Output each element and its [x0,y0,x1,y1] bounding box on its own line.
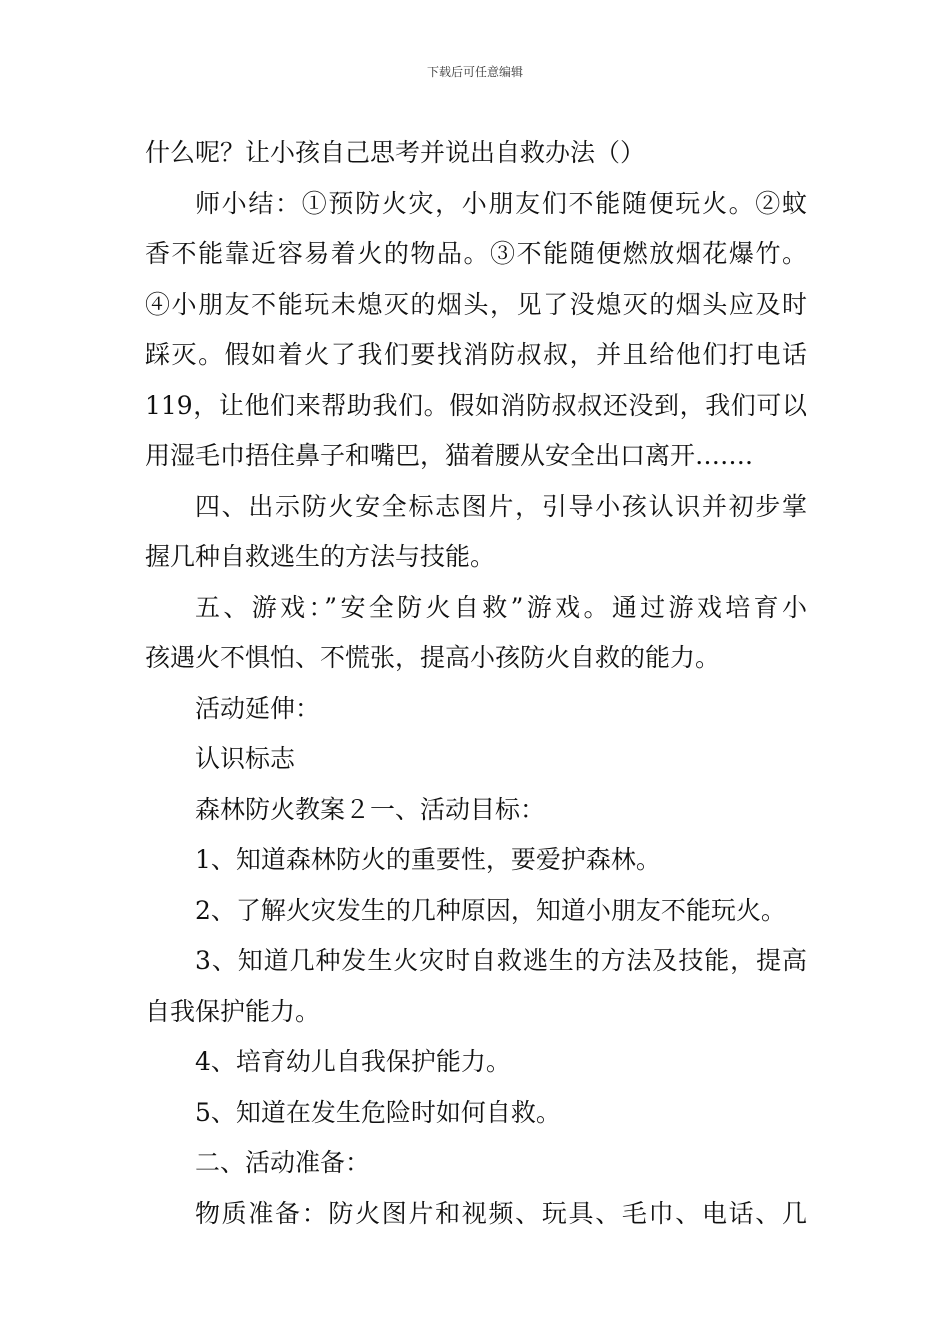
text-line: 森林防火教案２一、活动目标： [195,794,546,824]
text-line: 四、出示防火安全标志图片，引导小孩认识并初步掌 [195,491,807,521]
text-line: 用湿毛巾捂住鼻子和嘴巴，猫着腰从安全出口离开……. [145,441,753,470]
text-line: 1、知道森林防火的重要性，要爱护森林。 [195,845,661,874]
text-line: 师小结：①预防火灾，小朋友们不能随便玩火。②蚊 [195,188,807,218]
text-line: 什么呢？让小孩自己思考并说出自救办法（） [145,138,646,167]
text-line: 踩灭。假如着火了我们要找消防叔叔，并且给他们打电话 [145,340,807,369]
text-line: 119，让他们来帮助我们。假如消防叔叔还没到，我们可以 [145,390,807,420]
text-line: 5、知道在发生危险时如何自救。 [195,1097,561,1127]
text-line: ④小朋友不能玩未熄灭的烟头，见了没熄灭的烟头应及时 [145,289,807,319]
text-line: 活动延伸： [195,693,321,723]
text-line: 二、活动准备： [195,1148,371,1177]
text-line: 3、知道几种发生火灾时自救逃生的方法及技能，提高 [195,946,807,975]
page-header: 下载后可任意编辑 [426,65,523,79]
text-line: 4、培育幼儿自我保护能力。 [195,1047,511,1076]
text-line: 孩遇火不惧怕、不慌张，提高小孩防火自救的能力。 [145,643,721,672]
text-line: 2、了解火灾发生的几种原因，知道小朋友不能玩火。 [195,895,786,925]
text-line: 自我保护能力。 [145,996,321,1026]
text-line: 物质准备：防火图片和视频、玩具、毛巾、电话、几 [195,1198,807,1228]
text-line: 认识标志 [195,744,296,773]
text-line: 五、游戏：”安全防火自救”游戏。通过游戏培育小 [195,592,807,622]
text-line: 握几种自救逃生的方法与技能。 [145,542,496,571]
document-body [145,128,807,1239]
text-line: 香不能靠近容易着火的物品。③不能随便燃放烟花爆竹。 [145,239,807,268]
